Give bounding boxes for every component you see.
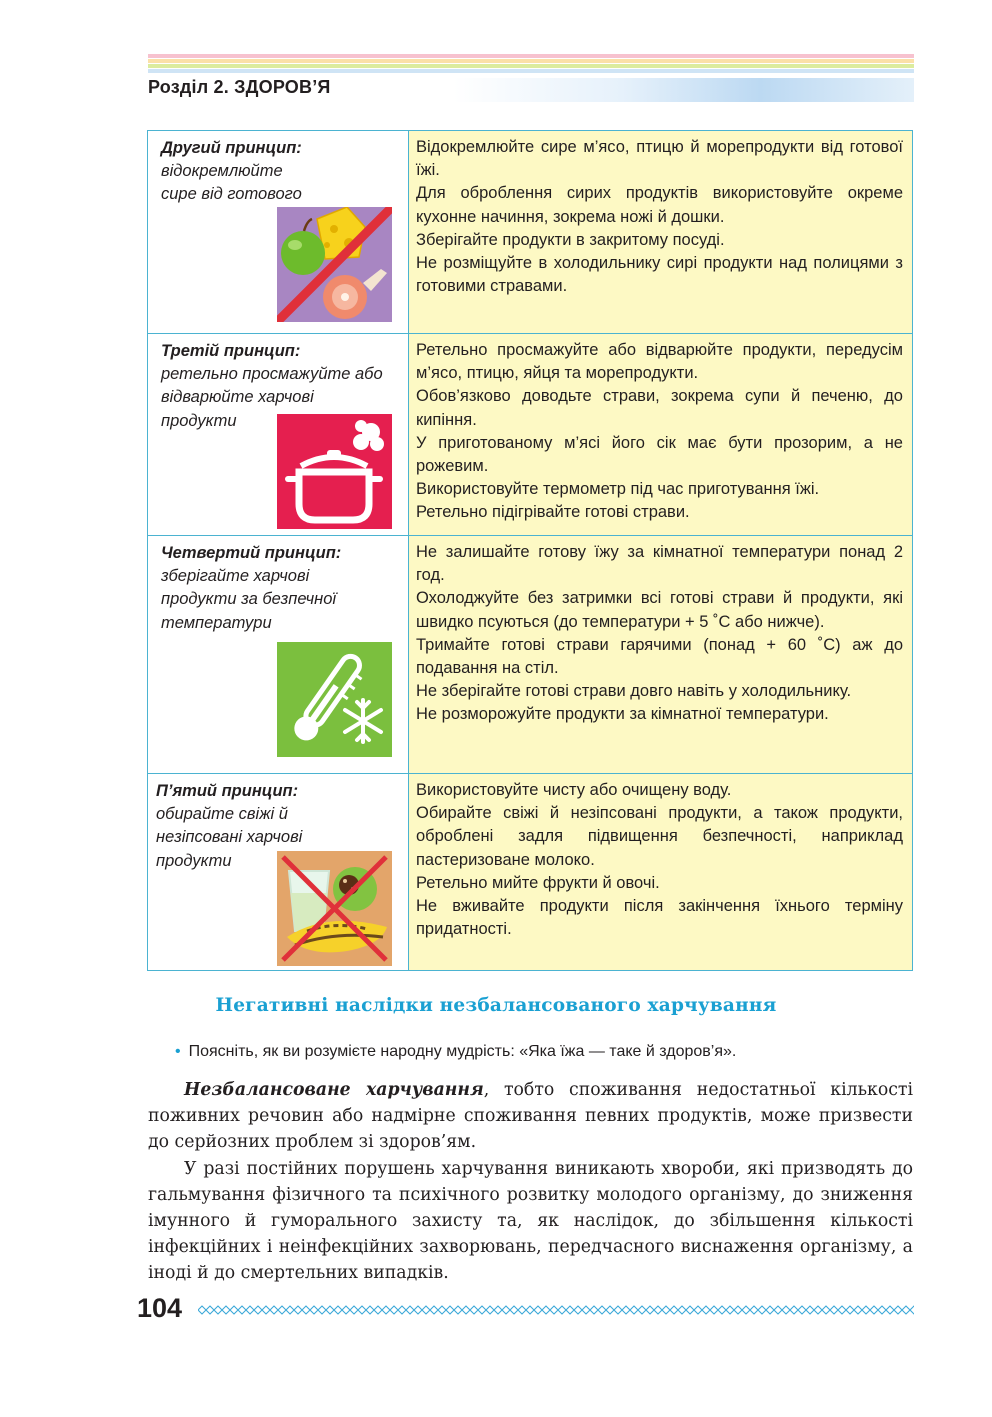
rule-text: Використовуйте термометр під час приготування їжі. [416,480,820,499]
thermometer-snowflake-icon [277,642,392,757]
chapter-title: Розділ 2. ЗДОРОВ’Я [148,77,331,97]
principle-row [148,131,913,334]
principles-table [147,130,913,971]
principle-rules-cell [409,334,913,536]
section-heading: Негативні наслідки незбалансованого харчування [215,995,777,1016]
principle-title: П’ятий принцип: [156,782,299,800]
principle-description: ретельно просмажуйте або відварюйте харчові продукти [161,365,383,430]
question-bullet [175,1043,736,1061]
bullet-icon: • [175,1043,181,1060]
stripe-pink [148,54,914,58]
rule-text: У приготованому м’ясі його сік має бути прозорим, а не рожевим. [416,433,903,476]
stripe-blue [148,69,914,73]
principle-row [148,774,913,971]
paragraph-text: , тобто споживання недостатньої кількості поживних речовин або надмірне споживання певних продуктів, може призвести до серйозних проблем зі здоров’ям. [148,1080,913,1153]
rule-text: Не розміщуйте в холодильнику сирі продукти над полицями з готовими стравами. [416,254,903,296]
stripe-green [148,64,914,68]
rule-text: Використовуйте чисту або очищену воду. [416,781,732,799]
separate-raw-cooked-icon [277,207,392,322]
paragraph [148,1077,913,1156]
rule-text: Для оброблення сирих продуктів використовуйте окреме кухонне начиння, зокрема ножі й дошки. [416,184,903,226]
rule-text: Не залишайте готову їжу за кімнатної температури понад 2 год. [416,543,903,585]
principle-description: відокремлюйте сире від готового [161,162,302,204]
principle-rules-cell [409,774,913,971]
principle-label-cell [148,774,409,971]
principle-description: зберігайте харчові продукти за безпечної температури [161,567,337,632]
principle-label-cell [148,131,409,334]
rule-text: Ретельно підігрівайте готові страви. [416,503,690,522]
principle-title: Четвертий принцип: [161,544,342,562]
rule-text: Охолоджуйте без затримки всі готові страви й продукти, які швидко псуються (до температури + 5 ˚С або нижче). [416,589,903,631]
rule-text: Зберігайте продукти в закритому посуді. [416,230,725,249]
footer-ornament [198,1303,914,1317]
cooking-pot-icon [277,414,392,529]
principle-title: Другий принцип: [161,139,302,157]
stripe-yellow [148,59,914,63]
term-highlight: Незбалансоване харчування [184,1080,484,1100]
rule-text: Не вживайте продукти після закінчення їхнього терміну придатності. [416,897,903,939]
rule-text: Обов’язково доводьте страви, зокрема супи й печеню, до кипіння. [416,387,903,429]
principle-rules-cell [409,536,913,774]
spoiled-food-icon [277,851,392,966]
rule-text: Тримайте готові страви гарячими (понад + 60 ˚С) аж до подавання на стіл. [416,635,903,678]
question-text: Поясніть, як ви розумієте народну мудрість: «Яка їжа — таке й здоров’я». [188,1043,737,1060]
rule-text: Відокремлюйте сире м’ясо, птицю й морепродукти від готової їжі. [416,138,903,180]
principle-rules-cell [409,131,913,334]
principle-label-cell [148,334,409,536]
principle-label-cell [148,536,409,774]
principle-title: Третій принцип: [161,342,301,360]
principle-row [148,334,913,536]
rule-text: Не зберігайте готові страви довго навіть у холодильнику. [416,682,852,701]
paragraph: У разі постійних порушень харчування виникають хвороби, які призводять до гальмування фізичного та психічного розвитку молодого організму, до зниження імунного й гуморального захисту та, як наслідок, до збільшення кількості інфекційних і неінфекційних захворювань, передчасного виснаження організму, а іноді й до смертельних випадків. [148,1158,913,1284]
principle-row [148,536,913,774]
page-number: 104 [137,1293,183,1323]
rule-text: Обирайте свіжі й незіпсовані продукти, а також продукти, оброблені задля підвищення безпечності, наприклад пастеризоване молоко. [416,804,903,869]
body-text [148,1077,913,1287]
principle-description: обирайте свіжі й незіпсовані харчові продукти [156,805,303,870]
rule-text: Не розморожуйте продукти за кімнатної температури. [416,705,829,724]
rule-text: Ретельно просмажуйте або відварюйте продукти, передусім м’ясо, птицю, яйця та морепродукти. [416,341,903,383]
rule-text: Ретельно мийте фрукти й овочі. [416,873,660,892]
